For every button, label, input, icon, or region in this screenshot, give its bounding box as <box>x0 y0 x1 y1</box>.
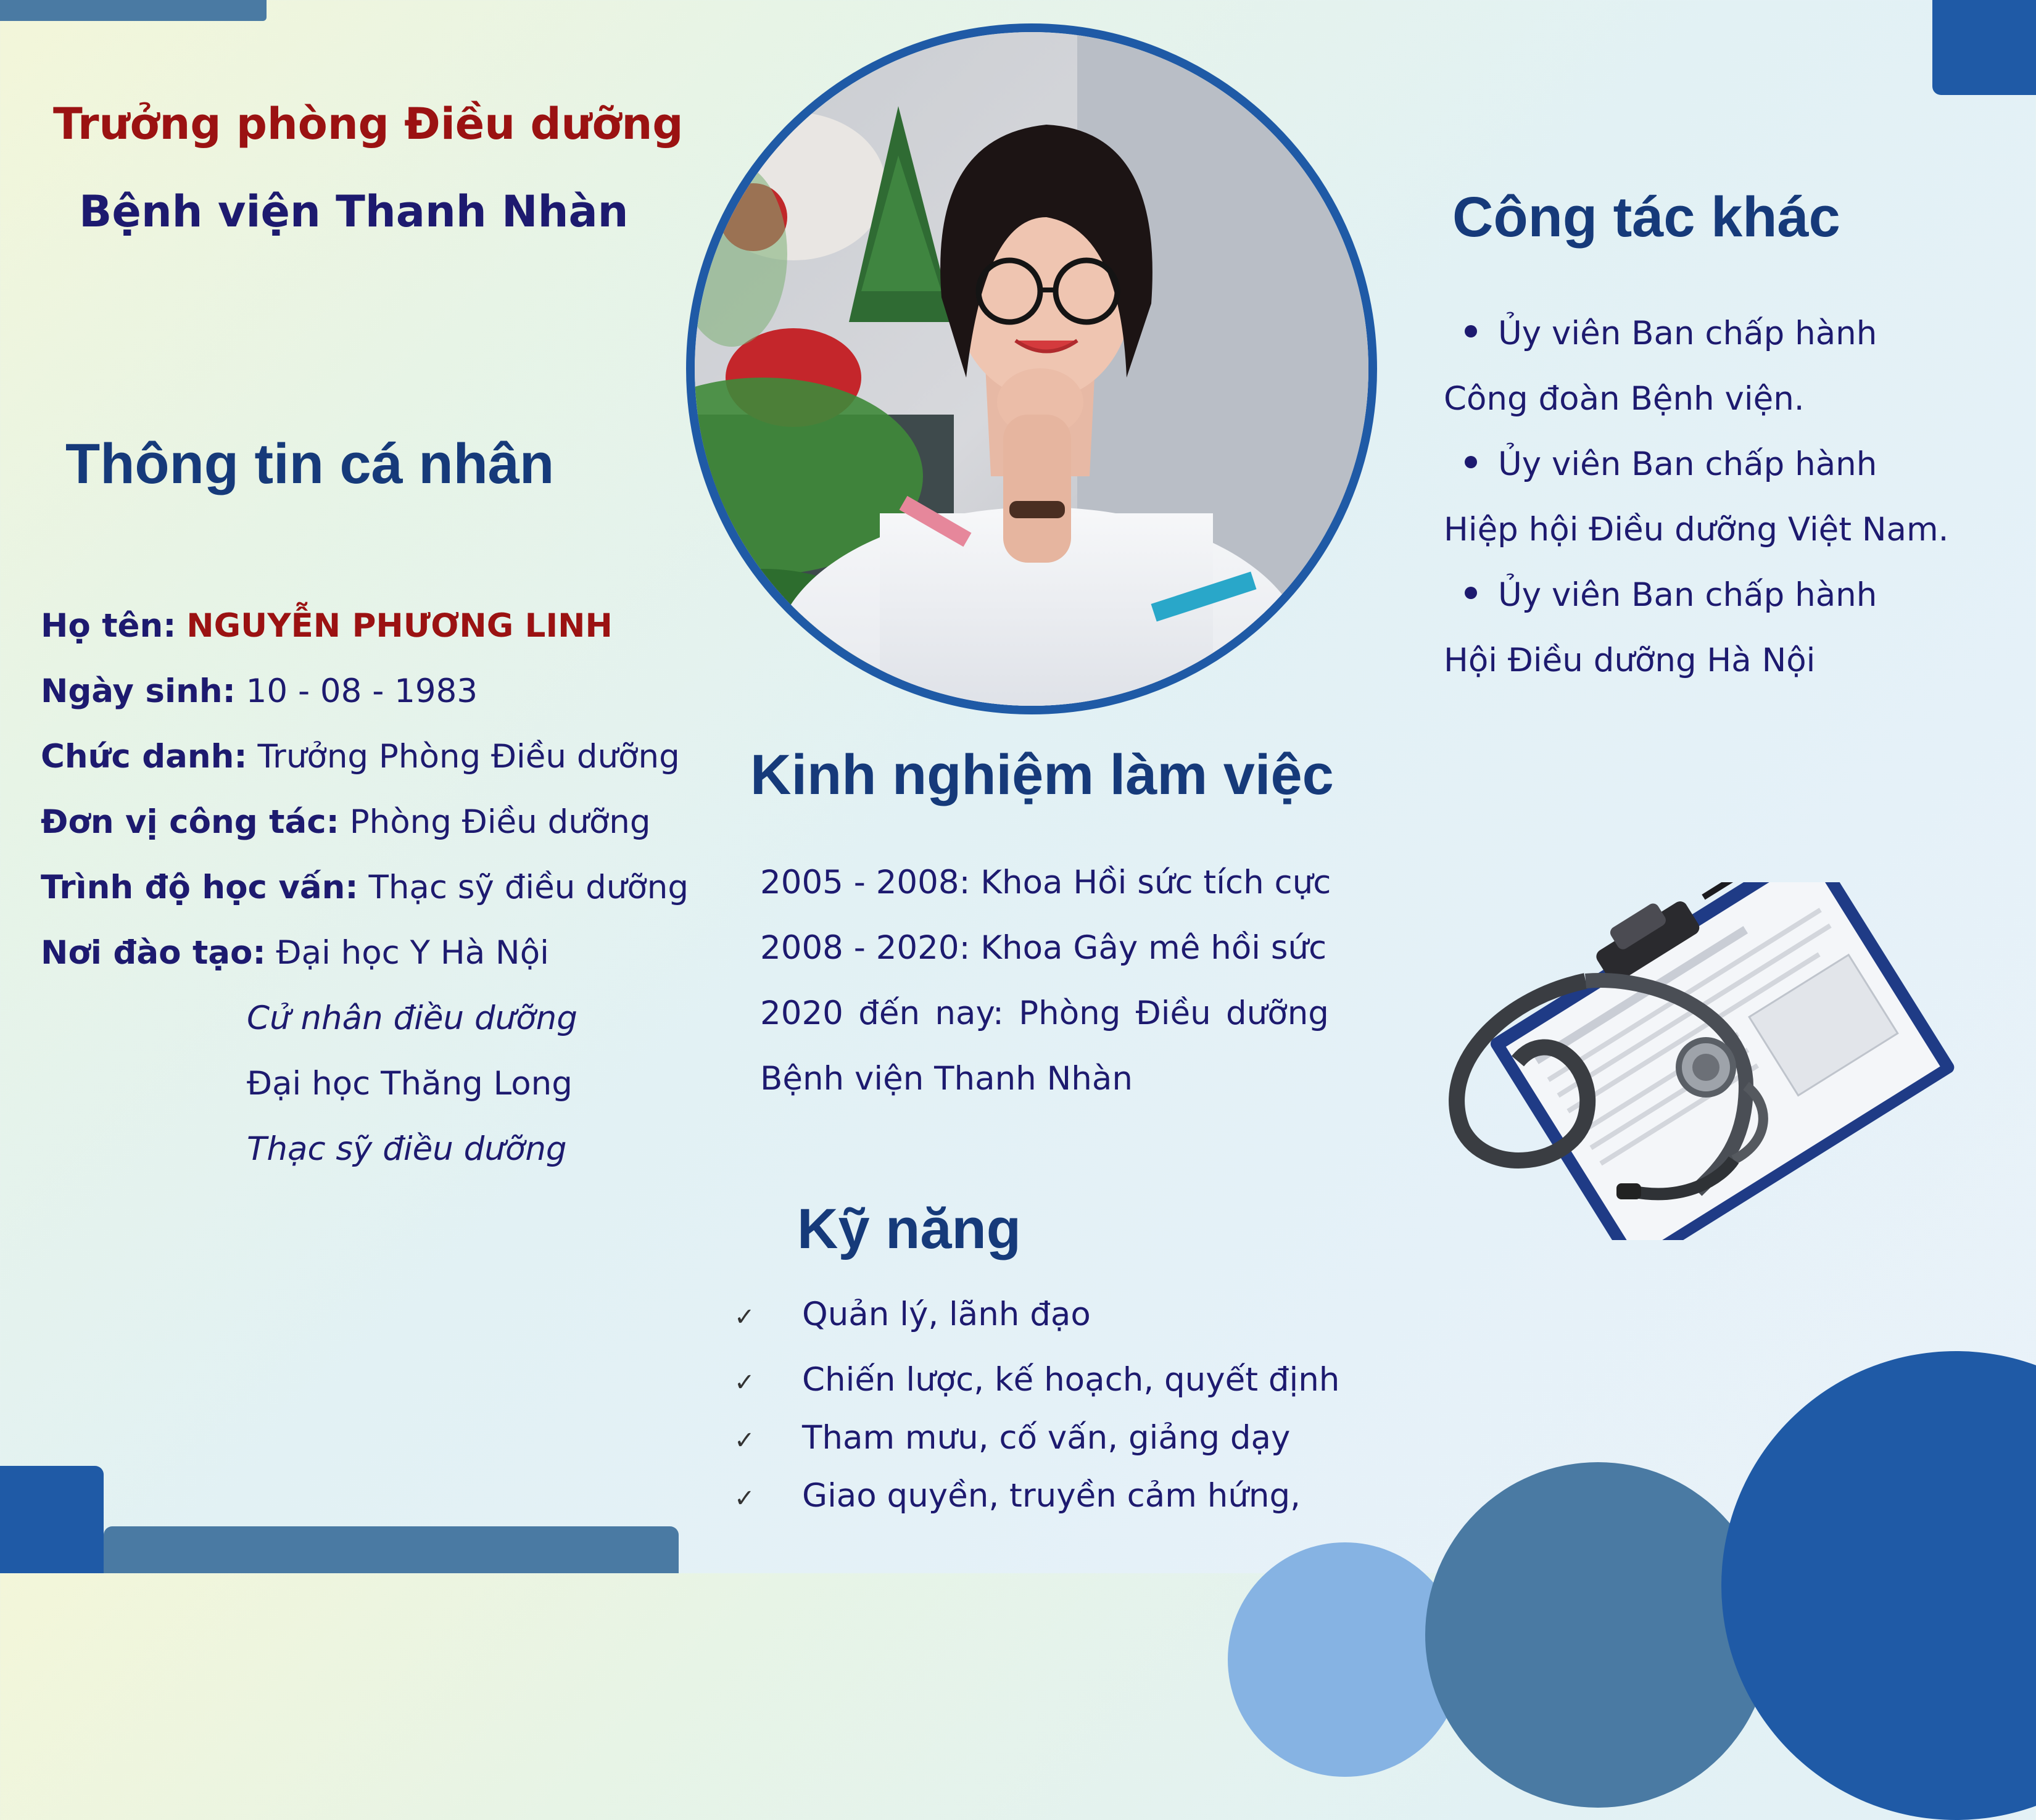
other-work-continuation: Công đoàn Bệnh viện. <box>1444 380 1805 418</box>
bullet-dot <box>1465 325 1477 337</box>
bottom-circle-mid <box>1425 1462 1771 1808</box>
dob-row <box>41 672 478 710</box>
experience-word: Điều <box>1135 995 1211 1032</box>
skill-item <box>734 1361 1339 1399</box>
experience-line-3 <box>760 995 1329 1032</box>
unit-label: Đơn vị công tác: <box>41 803 339 841</box>
education-label: Trình độ học vấn: <box>41 869 358 906</box>
training-line-2: Đại học Thăng Long <box>247 1065 573 1102</box>
dob-value: 10 - 08 - 1983 <box>246 672 478 710</box>
training-label: Nơi đào tạo: <box>41 934 266 972</box>
skills-heading: Kỹ năng <box>797 1197 1021 1260</box>
training-value: Đại học Y Hà Nội <box>276 934 549 972</box>
bottom-left-square <box>0 1466 104 1573</box>
name-row <box>41 607 613 645</box>
experience-line-2: 2008 - 2020: Khoa Gây mê hồi sức <box>760 929 1327 967</box>
education-row <box>41 869 689 906</box>
personal-info-heading: Thông tin cá nhân <box>65 432 555 495</box>
experience-word: dưỡng <box>1226 995 1329 1032</box>
other-work-continuation: Hội Điều dưỡng Hà Nội <box>1444 642 1816 679</box>
hospital-title: Bệnh viện Thanh Nhàn <box>79 186 629 237</box>
other-work-item <box>1465 315 1877 352</box>
clipboard-stethoscope-illustration <box>1425 882 1993 1240</box>
name-value: NGUYỄN PHƯƠNG LINH <box>186 607 613 645</box>
skill-label: Giao quyền, truyền cảm hứng, <box>802 1477 1301 1515</box>
checkmark-icon: ✓ <box>734 1484 755 1513</box>
top-left-bar <box>0 0 267 21</box>
skill-item <box>734 1477 1301 1515</box>
other-work-bullet-text: Ủy viên Ban chấp hành <box>1498 576 1877 614</box>
other-work-item <box>1465 445 1877 483</box>
skill-label: Quản lý, lãnh đạo <box>802 1296 1091 1333</box>
education-value: Thạc sỹ điều dưỡng <box>368 869 689 906</box>
top-right-square <box>1932 0 2036 95</box>
checkmark-icon: ✓ <box>734 1368 755 1397</box>
experience-line-4: Bệnh viện Thanh Nhàn <box>760 1060 1133 1098</box>
other-work-bullet-text: Ủy viên Ban chấp hành <box>1498 315 1877 352</box>
job-title-value: Trưởng Phòng Điều dưỡng <box>257 738 680 776</box>
checkmark-icon: ✓ <box>734 1426 755 1455</box>
bullet-dot <box>1465 587 1477 599</box>
checkmark-icon: ✓ <box>734 1303 755 1331</box>
job-title-row <box>41 738 680 776</box>
bottom-left-bar <box>104 1526 679 1573</box>
bullet-dot <box>1465 456 1477 468</box>
experience-line-1: 2005 - 2008: Khoa Hồi sức tích cực <box>760 864 1331 901</box>
skill-label: Chiến lược, kế hoạch, quyết định <box>802 1361 1340 1399</box>
experience-word: Phòng <box>1019 995 1121 1032</box>
experience-heading: Kinh nghiệm làm việc <box>750 743 1334 806</box>
training-line-1: Cử nhân điều dưỡng <box>247 999 577 1037</box>
other-work-heading: Công tác khác <box>1452 186 1840 249</box>
training-row <box>41 934 549 972</box>
bottom-circle-dark <box>1721 1351 2036 1820</box>
dob-label: Ngày sinh: <box>41 672 236 710</box>
unit-row <box>41 803 651 841</box>
training-line-3: Thạc sỹ điều dưỡng <box>247 1130 567 1168</box>
skill-item <box>734 1419 1290 1457</box>
clipboard-icon <box>1425 882 1993 1240</box>
other-work-item <box>1465 576 1877 614</box>
experience-word: đến <box>858 995 921 1032</box>
other-work-bullet-text: Ủy viên Ban chấp hành <box>1498 445 1877 483</box>
name-label: Họ tên: <box>41 607 176 645</box>
skill-label: Tham mưu, cố vấn, giảng dạy <box>802 1419 1291 1457</box>
portrait-illustration <box>695 32 1368 706</box>
other-work-continuation: Hiệp hội Điều dưỡng Việt Nam. <box>1444 511 1949 548</box>
unit-value: Phòng Điều dưỡng <box>349 803 651 841</box>
portrait-photo <box>686 23 1377 714</box>
role-title: Trưởng phòng Điều dưỡng <box>53 99 684 149</box>
experience-word: nay: <box>935 995 1004 1032</box>
skill-item <box>734 1296 1091 1333</box>
experience-word: 2020 <box>760 995 843 1032</box>
job-title-label: Chức danh: <box>41 738 247 776</box>
